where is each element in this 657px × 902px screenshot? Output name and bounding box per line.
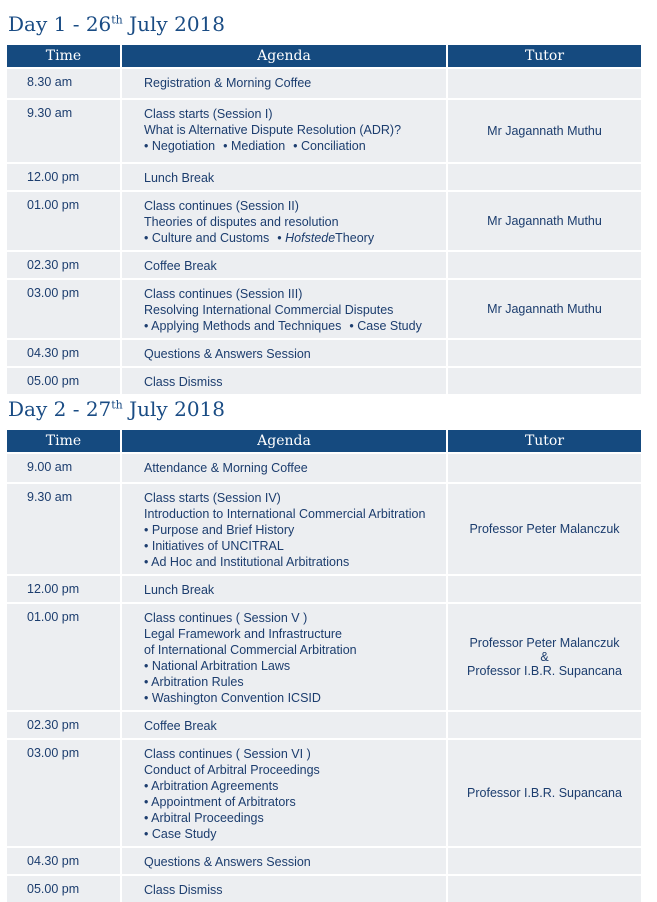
row-agenda [122, 602, 448, 710]
agenda-bullet: • Arbitration Agreements [144, 778, 440, 794]
agenda-bullets: • Negotiation• Mediation• Conciliation [144, 138, 440, 154]
row-tutor: Mr Jagannath Muthu [448, 190, 641, 250]
agenda-title: Questions & Answers Session [144, 855, 311, 869]
row-tutor: Professor Peter Malanczuk [448, 482, 641, 574]
agenda-bullets: • Applying Methods and Techniques• Case Study [144, 318, 440, 334]
row-agenda [122, 250, 448, 278]
agenda-title: Class continues (Session III) [144, 287, 303, 301]
agenda-bullet: • Arbitration Rules [144, 674, 440, 690]
tutor-ampersand: & [540, 650, 549, 664]
row-agenda [122, 162, 448, 190]
agenda-line: Conduct of Arbitral Proceedings [144, 763, 320, 777]
row-time: 12.00 pm [7, 574, 122, 602]
row-agenda [122, 710, 448, 738]
agenda-bullet: • Purpose and Brief History [144, 522, 440, 538]
agenda-title: Class continues ( Session V ) [144, 611, 308, 625]
agenda-title: Attendance & Morning Coffee [144, 461, 308, 475]
tutor-name: Professor Peter Malanczuk [469, 636, 620, 650]
table-row [7, 602, 641, 710]
table-row [7, 738, 641, 846]
row-tutor: Mr Jagannath Muthu [448, 98, 641, 162]
agenda-line: Legal Framework and Infrastructure [144, 627, 343, 641]
table-header-row [7, 45, 641, 67]
table-row [7, 846, 641, 874]
row-agenda [122, 67, 448, 98]
header-time: Time [7, 45, 122, 67]
agenda-bullet: • Appointment of Arbitrators [144, 794, 440, 810]
row-tutor [448, 67, 641, 98]
agenda-title: Lunch Break [144, 171, 215, 185]
agenda-title: Registration & Morning Coffee [144, 76, 312, 90]
row-agenda [122, 482, 448, 574]
agenda-bullet: • Arbitral Proceedings [144, 810, 440, 826]
table-row [7, 710, 641, 738]
row-tutor [448, 366, 641, 394]
row-tutor [448, 250, 641, 278]
row-tutor [448, 710, 641, 738]
agenda-bullet: • Case Study [144, 826, 440, 842]
agenda-title: Lunch Break [144, 583, 215, 597]
agenda-bullets: • Culture and Customs • HofstedeTheory [144, 230, 440, 246]
table-row [7, 574, 641, 602]
row-agenda [122, 278, 448, 338]
row-time: 05.00 pm [7, 874, 122, 902]
table-row [7, 338, 641, 366]
agenda-title: Coffee Break [144, 259, 217, 273]
row-tutor [448, 846, 641, 874]
agenda-subtitle: Theories of disputes and resolution [144, 215, 339, 229]
row-agenda [122, 190, 448, 250]
agenda-bullet: • Initiatives of UNCITRAL [144, 538, 440, 554]
header-tutor: Tutor [448, 45, 641, 67]
row-agenda [122, 452, 448, 482]
header-agenda: Agenda [122, 430, 448, 452]
table-row [7, 98, 641, 162]
table-row [7, 278, 641, 338]
row-tutor [448, 162, 641, 190]
row-time: 04.30 pm [7, 338, 122, 366]
agenda-subtitle: What is Alternative Dispute Resolution (ADR)? [144, 123, 402, 137]
table-row [7, 250, 641, 278]
row-agenda [122, 366, 448, 394]
agenda-title: Class Dismiss [144, 883, 223, 897]
agenda-line: Introduction to International Commercial Arbitration [144, 507, 426, 521]
day-1-schedule-table [7, 45, 641, 394]
header-tutor: Tutor [448, 430, 641, 452]
table-header-row [7, 430, 641, 452]
header-time: Time [7, 430, 122, 452]
day-2-title: Day 2 - 27th July 2018 [8, 397, 225, 421]
row-time: 01.00 pm [7, 190, 122, 250]
row-agenda [122, 874, 448, 902]
agenda-line: of International Commercial Arbitration [144, 643, 357, 657]
row-agenda [122, 98, 448, 162]
row-tutor: Professor I.B.R. Supancana [448, 738, 641, 846]
row-tutor [448, 574, 641, 602]
row-tutor: Mr Jagannath Muthu [448, 278, 641, 338]
table-row [7, 366, 641, 394]
day-1-title: Day 1 - 26th July 2018 [8, 12, 225, 36]
row-time: 8.30 am [7, 67, 122, 98]
agenda-bullet: • Washington Convention ICSID [144, 690, 440, 706]
table-row [7, 452, 641, 482]
row-time: 02.30 pm [7, 710, 122, 738]
row-time: 9.30 am [7, 98, 122, 162]
agenda-bullet: • National Arbitration Laws [144, 658, 440, 674]
row-tutor [448, 338, 641, 366]
row-time: 12.00 pm [7, 162, 122, 190]
row-time: 9.30 am [7, 482, 122, 574]
agenda-title: Class continues (Session II) [144, 199, 299, 213]
table-row [7, 874, 641, 902]
row-time: 03.00 pm [7, 738, 122, 846]
row-tutor [448, 874, 641, 902]
agenda-subtitle: Resolving International Commercial Disputes [144, 303, 394, 317]
agenda-title: Class starts (Session IV) [144, 491, 281, 505]
row-agenda [122, 846, 448, 874]
row-agenda [122, 738, 448, 846]
row-time: 9.00 am [7, 452, 122, 482]
header-agenda: Agenda [122, 45, 448, 67]
agenda-title: Class starts (Session I) [144, 107, 273, 121]
agenda-title: Questions & Answers Session [144, 347, 311, 361]
row-agenda [122, 574, 448, 602]
row-time: 02.30 pm [7, 250, 122, 278]
tutor-name-2: Professor I.B.R. Supancana [467, 664, 622, 678]
row-time: 04.30 pm [7, 846, 122, 874]
table-row [7, 482, 641, 574]
table-row [7, 162, 641, 190]
row-tutor [448, 452, 641, 482]
row-time: 03.00 pm [7, 278, 122, 338]
row-time: 05.00 pm [7, 366, 122, 394]
row-agenda [122, 338, 448, 366]
row-tutor [448, 602, 641, 710]
agenda-title: Class Dismiss [144, 375, 223, 389]
row-time: 01.00 pm [7, 602, 122, 710]
table-row [7, 67, 641, 98]
table-row [7, 190, 641, 250]
agenda-title: Class continues ( Session VI ) [144, 747, 311, 761]
agenda-title: Coffee Break [144, 719, 217, 733]
day-2-schedule-table [7, 430, 641, 902]
agenda-bullet: • Ad Hoc and Institutional Arbitrations [144, 554, 440, 570]
